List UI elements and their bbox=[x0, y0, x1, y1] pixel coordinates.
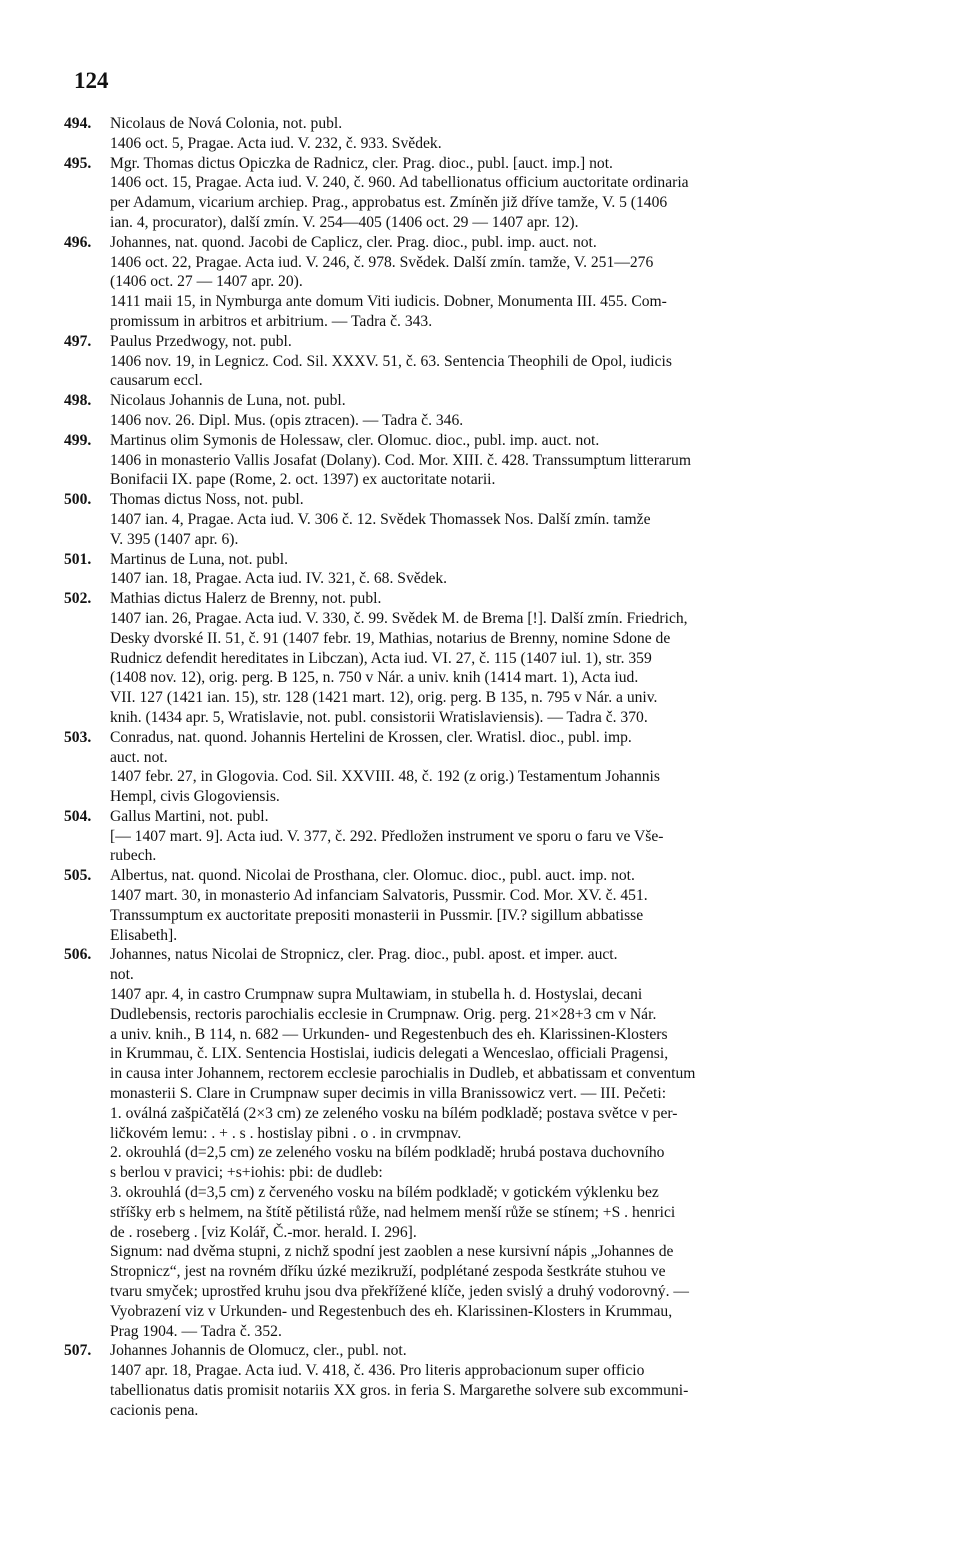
entry-line: Martinus de Luna, not. publ. bbox=[110, 550, 289, 568]
entry-line: a univ. knih., B 114, n. 682 — Urkunden- und Regestenbuch des eh. Klarissinen-Klosters bbox=[110, 1025, 668, 1043]
entry-line: 1406 oct. 5, Pragae. Acta iud. V. 232, č. 933. Svědek. bbox=[110, 134, 442, 152]
entry-number: 504. bbox=[64, 807, 92, 825]
entry-number: 498. bbox=[64, 392, 92, 410]
entry-line: Thomas dictus Noss, not. publ. bbox=[110, 491, 304, 509]
entry-line: Rudnicz defendit hereditates in Libczan), Acta iud. VI. 27, č. 115 (1407 iul. 1), str. 359 bbox=[110, 649, 652, 667]
entry-line: 1407 ian. 18, Pragae. Acta iud. IV. 321, č. 68. Svědek. bbox=[110, 570, 448, 588]
entry-line: 1406 nov. 26. Dipl. Mus. (opis ztracen). — Tadra č. 346. bbox=[110, 411, 464, 429]
entry-line: Johannes, nat. quond. Jacobi de Caplicz, cler. Prag. dioc., publ. imp. auct. not. bbox=[110, 233, 597, 251]
entry-line: Elisabeth]. bbox=[110, 926, 178, 944]
entry-line: Dudlebensis, rectoris parochialis ecclesie in Crumpnaw. Orig. perg. 21×28+3 cm v Nár. bbox=[110, 1005, 657, 1023]
entry-number: 496. bbox=[64, 233, 92, 251]
entry-line: 2. okrouhlá (d=2,5 cm) ze zeleného vosku na bílém podkladě; hrubá postava duchovního bbox=[110, 1144, 665, 1162]
entry-line: Conradus, nat. quond. Johannis Hertelini de Krossen, cler. Wratisl. dioc., publ. imp. bbox=[110, 728, 632, 746]
entry-number: 499. bbox=[64, 431, 92, 449]
entry-line: 1. oválná zašpičatělá (2×3 cm) ze zeleného vosku na bílém podkladě; postava světce v per- bbox=[110, 1104, 678, 1122]
entry-line: ian. 4, procurator), další zmín. V. 254—405 (1406 oct. 29 — 1407 apr. 12). bbox=[110, 213, 579, 231]
entry-line: VII. 127 (1421 ian. 15), str. 128 (1421 mart. 12), orig. perg. B 135, n. 795 v Nár. a univ. bbox=[110, 689, 658, 707]
entry-number: 497. bbox=[64, 332, 92, 350]
entry-line: (1406 oct. 27 — 1407 apr. 20). bbox=[110, 273, 303, 291]
entry-line: de . roseberg . [viz Kolář, Č.-mor. herald. I. 296]. bbox=[110, 1223, 417, 1241]
entry-line: 1407 apr. 4, in castro Crumpnaw supra Multawiam, in stubella h. d. Hostyslai, decani bbox=[110, 986, 643, 1004]
entry-line: 1407 ian. 4, Pragae. Acta iud. V. 306 č. 12. Svědek Thomassek Nos. Další zmín. tamže bbox=[110, 510, 651, 528]
entry-line: Hempl, civis Glogoviensis. bbox=[110, 788, 280, 806]
document-entry bbox=[64, 154, 904, 233]
entry-line: 1406 oct. 15, Pragae. Acta iud. V. 240, č. 960. Ad tabellionatus officium auctoritate ordinaria bbox=[110, 174, 689, 192]
entry-line: Gallus Martini, not. publ. bbox=[110, 807, 269, 825]
entry-line: (1408 nov. 12), orig. perg. B 125, n. 750 v Nár. a univ. knih (1414 mart. 1), Acta iud. bbox=[110, 669, 639, 687]
entry-number: 495. bbox=[64, 154, 92, 172]
entry-line: Prag 1904. — Tadra č. 352. bbox=[110, 1322, 282, 1340]
entry-line: Bonifacii IX. pape (Rome, 2. oct. 1397) ex auctoritate notarii. bbox=[110, 471, 496, 489]
entry-line: Paulus Przedwogy, not. publ. bbox=[110, 332, 292, 350]
document-entry bbox=[64, 490, 904, 549]
entry-number: 502. bbox=[64, 590, 92, 608]
entry-line: tabellionatus datis promisit notariis XX gros. in feria S. Margarethe solvere sub excommuni- bbox=[110, 1382, 689, 1399]
entry-line: Signum: nad dvěma stupni, z nichž spodní jest zaoblen a nese kursivní nápis „Johannes de bbox=[110, 1243, 674, 1261]
entry-line: auct. not. bbox=[110, 748, 168, 766]
entry-line: Martinus olim Symonis de Holessaw, cler. Olomuc. dioc., publ. imp. auct. not. bbox=[110, 431, 600, 449]
entry-line: not. bbox=[110, 966, 134, 984]
document-entry bbox=[64, 431, 904, 490]
entry-line: 1406 in monasterio Vallis Josafat (Dolany). Cod. Mor. XIII. č. 428. Transsumptum litterarum bbox=[110, 451, 691, 469]
entry-line: Nicolaus Johannis de Luna, not. publ. bbox=[110, 392, 346, 410]
entry-line: Transsumptum ex auctoritate prepositi monasterii in Pussmir. [IV.? sigillum abbatisse bbox=[110, 906, 644, 924]
document-entry bbox=[64, 866, 904, 945]
document-entry bbox=[64, 332, 904, 391]
entry-line: Johannes Johannis de Olomucz, cler., publ. not. bbox=[110, 1342, 407, 1360]
document-entry bbox=[64, 807, 904, 866]
entry-line: 1407 febr. 27, in Glogovia. Cod. Sil. XXVIII. 48, č. 192 (z orig.) Testamentum Johannis bbox=[110, 768, 660, 786]
entry-line: 1407 mart. 30, in monasterio Ad infanciam Salvatoris, Pussmir. Cod. Mor. XV. č. 451. bbox=[110, 887, 648, 905]
entry-number: 500. bbox=[64, 491, 92, 509]
document-entry bbox=[64, 233, 904, 332]
entry-line: causarum eccl. bbox=[110, 372, 203, 390]
entry-line: Mgr. Thomas dictus Opiczka de Radnicz, cler. Prag. dioc., publ. [auct. imp.] not. bbox=[110, 154, 613, 172]
document-entry bbox=[64, 589, 904, 728]
entry-number: 503. bbox=[64, 728, 92, 746]
entry-number: 506. bbox=[64, 946, 92, 964]
entry-line: Albertus, nat. quond. Nicolai de Prosthana, cler. Olomuc. dioc., publ. auct. imp. not. bbox=[110, 867, 635, 885]
document-entry bbox=[64, 114, 904, 154]
entry-line: 1407 apr. 18, Pragae. Acta iud. V. 418, č. 436. Pro literis approbacionum super officio bbox=[110, 1362, 645, 1380]
entry-line: Nicolaus de Nová Colonia, not. publ. bbox=[110, 115, 343, 132]
document-entry bbox=[64, 550, 904, 590]
entry-number: 507. bbox=[64, 1342, 92, 1360]
entry-line: Mathias dictus Halerz de Brenny, not. publ. bbox=[110, 590, 382, 608]
entry-number: 494. bbox=[64, 115, 92, 132]
entry-line: per Adamum, vicarium archiep. Prag., approbatus est. Zmíněn již dříve tamže, V. 5 (1406 bbox=[110, 194, 668, 212]
document-entry bbox=[64, 945, 904, 1341]
entry-line: monasterii S. Clare in Crumpnaw super decimis in villa Branissowicz vert. — III. Pečeti: bbox=[110, 1085, 667, 1103]
entry-line: Vyobrazení viz v Urkunden- und Regestenbuch des eh. Klarissinen-Klosters in Krummau, bbox=[110, 1302, 673, 1320]
entry-line: 1406 nov. 19, in Legnicz. Cod. Sil. XXXV. 51, č. 63. Sentencia Theophili de Opol, iudicis bbox=[110, 352, 672, 370]
entry-line: 1411 maii 15, in Nymburga ante domum Viti iudicis. Dobner, Monumenta III. 455. Com- bbox=[110, 293, 667, 311]
entry-line: 1406 oct. 22, Pragae. Acta iud. V. 246, č. 978. Svědek. Další zmín. tamže, V. 251—276 bbox=[110, 253, 654, 271]
page-number: 124 bbox=[74, 68, 109, 93]
entry-line: 3. okrouhlá (d=3,5 cm) z červeného vosku na bílém podkladě; v gotickém výklenku bez bbox=[110, 1184, 659, 1202]
document-entry bbox=[64, 391, 904, 431]
entry-line: Desky dvorské II. 51, č. 91 (1407 febr. 19, Mathias, notarius de Brenny, nomine Sdone de bbox=[110, 629, 671, 647]
entry-line: 1407 ian. 26, Pragae. Acta iud. V. 330, č. 99. Svědek M. de Brema [!]. Další zmín. Friedrich, bbox=[110, 609, 688, 627]
entry-line: Stropnicz“, jest na rovném dříku úzké mezikruží, podplétané zespoda šestkráte stuhou ve bbox=[110, 1263, 666, 1281]
entry-line: Johannes, natus Nicolai de Stropnicz, cler. Prag. dioc., publ. apost. et imper. auct. bbox=[110, 946, 618, 964]
entry-list bbox=[64, 114, 904, 1421]
entry-line: knih. (1434 apr. 5, Wratislavie, not. publ. consistorii Wratislaviensis). — Tadra č. 370. bbox=[110, 708, 648, 726]
entry-number: 505. bbox=[64, 867, 92, 885]
entry-line: promissum in arbitros et arbitrium. — Tadra č. 343. bbox=[110, 312, 433, 330]
entry-line: stříšky erb s helmem, na štítě pětilistá růže, nad helmem menší růže se stínem; +S . henrici bbox=[110, 1203, 676, 1221]
entry-line: rubech. bbox=[110, 847, 157, 865]
entry-line: s berlou v pravici; +s+iohis: pbi: de dudleb: bbox=[110, 1164, 383, 1182]
entry-line: V. 395 (1407 apr. 6). bbox=[110, 530, 239, 548]
entry-line: ličkovém lemu: . + . s . hostislay pibni . o . in crvmpnav. bbox=[110, 1124, 462, 1142]
document-entry bbox=[64, 728, 904, 807]
entry-number: 501. bbox=[64, 550, 92, 568]
entry-line: tvaru smyček; uprostřed kruhu jsou dva překřížené klíče, jeden svislý a druhý vodorovný. — bbox=[110, 1283, 689, 1301]
entry-line: cacionis pena. bbox=[110, 1401, 199, 1419]
document-entry bbox=[64, 1341, 904, 1420]
entry-line: [— 1407 mart. 9]. Acta iud. V. 377, č. 292. Předložen instrument ve sporu o faru ve Vše- bbox=[110, 827, 664, 845]
entry-line: in Krummau, č. LIX. Sentencia Hostislai, iudicis delegati a Wenceslao, officiali Pragensi, bbox=[110, 1045, 669, 1063]
entry-line: in causa inter Johannem, rectorem ecclesie parochialis in Dudleb, et abbatissam et conventum bbox=[110, 1065, 696, 1083]
